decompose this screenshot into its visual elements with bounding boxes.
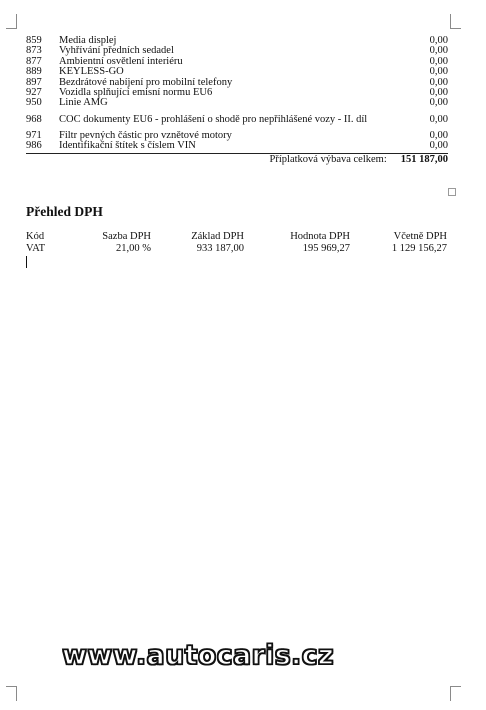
item-name: Linie AMG — [59, 97, 108, 109]
watermark: www.autocaris.cz — [62, 640, 334, 671]
vat-base: 933 187,00 — [196, 243, 244, 254]
item-price: 0,00 — [429, 129, 448, 141]
item-code: 968 — [26, 113, 42, 125]
item-price: 0,00 — [429, 55, 448, 67]
item-code: 859 — [26, 35, 42, 46]
table-resize-handle[interactable] — [448, 188, 456, 196]
vat-header-base: Základ DPH — [191, 231, 244, 242]
vat-code: VAT — [26, 243, 46, 254]
crop-mark-bottom-left — [6, 686, 17, 701]
item-name: Ambientní osvětlení interiéru — [59, 55, 183, 67]
item-price: 0,00 — [429, 45, 448, 57]
item-code: 986 — [26, 140, 42, 152]
vat-header-code: Kód — [26, 231, 45, 242]
item-code: 873 — [26, 45, 42, 57]
vat-header-row — [26, 231, 448, 243]
total-label: Příplatková výbava celkem: — [269, 153, 387, 165]
item-code: 889 — [26, 66, 42, 78]
item-name: Vyhřívání předních sedadel — [59, 45, 174, 57]
item-name: Bezdrátové nabíjení pro mobilní telefony — [59, 76, 233, 88]
vat-table — [26, 231, 448, 255]
item-price: 0,00 — [429, 35, 448, 46]
item-name: Media displej — [59, 35, 117, 46]
item-name: COC dokumenty EU6 - prohlášení o shodě pro nepřihlášené vozy - II. díl — [59, 113, 368, 125]
vat-header-total: Včetně DPH — [393, 231, 447, 242]
item-code: 950 — [26, 97, 42, 109]
item-price: 0,00 — [429, 66, 448, 78]
item-name: Filtr pevných částic pro vznětové motory — [59, 129, 232, 141]
table-row — [26, 109, 448, 131]
item-code: 877 — [26, 55, 42, 67]
optional-equipment-table — [26, 36, 448, 165]
item-price: 0,00 — [429, 140, 448, 152]
vat-total: 1 129 156,27 — [391, 243, 447, 254]
vat-heading: Přehled DPH — [26, 204, 103, 219]
vat-data-row — [26, 243, 448, 255]
total-row — [26, 155, 448, 165]
table-row — [26, 141, 448, 151]
table-row — [26, 98, 448, 108]
vat-amount: 195 969,27 — [302, 243, 350, 254]
item-code: 927 — [26, 87, 42, 99]
item-code: 971 — [26, 129, 42, 141]
item-price: 0,00 — [429, 97, 448, 109]
vat-rate: 21,00 % — [116, 243, 151, 254]
item-code: 897 — [26, 76, 42, 88]
text-cursor — [26, 256, 27, 268]
crop-mark-top-left — [6, 14, 17, 29]
item-name: Vozidla splňující emisní normu EU6 — [59, 87, 213, 99]
crop-mark-top-right — [450, 14, 461, 29]
item-price: 0,00 — [429, 87, 448, 99]
crop-mark-bottom-right — [450, 686, 461, 701]
item-name: KEYLESS-GO — [59, 66, 124, 78]
item-name: Identifikační štítek s číslem VIN — [59, 140, 196, 152]
vat-header-rate: Sazba DPH — [102, 231, 151, 242]
total-value: 151 187,00 — [400, 153, 448, 165]
vat-header-amount: Hodnota DPH — [290, 231, 350, 242]
item-price: 0,00 — [429, 76, 448, 88]
item-price: 0,00 — [429, 113, 448, 125]
